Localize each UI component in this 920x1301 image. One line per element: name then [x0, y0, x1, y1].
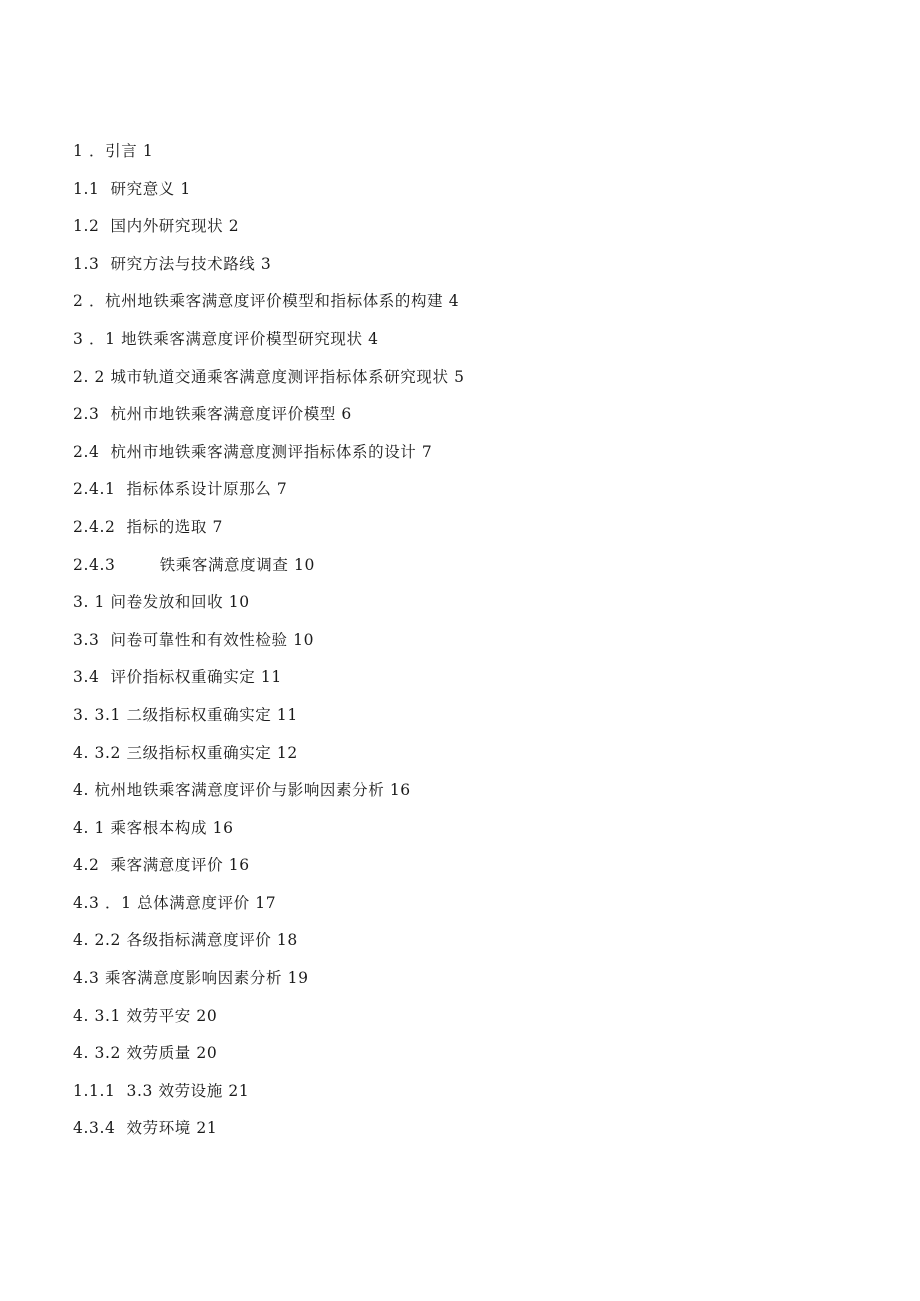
- toc-entry[interactable]: 3.3 问卷可靠性和有效性检验 10: [73, 630, 315, 649]
- toc-entry[interactable]: 2.4.2 指标的选取 7: [73, 517, 223, 536]
- table-of-contents: [73, 140, 465, 1155]
- toc-entry[interactable]: 4. 2.2 各级指标满意度评价 18: [73, 931, 298, 950]
- toc-entry[interactable]: 1.2 国内外研究现状 2: [73, 217, 240, 236]
- toc-entry[interactable]: 4.2 乘客满意度评价 16: [73, 856, 250, 875]
- toc-entry[interactable]: 3.4 评价指标权重确实定 11: [73, 668, 282, 687]
- toc-entry[interactable]: 2.4.3 铁乘客满意度调查 10: [73, 555, 315, 574]
- toc-entry[interactable]: 1 ．引言 1: [73, 142, 154, 160]
- toc-entry[interactable]: 4.3 ．1 总体满意度评价 17: [73, 893, 277, 912]
- toc-entry[interactable]: 4. 杭州地铁乘客满意度评价与影响因素分析 16: [73, 781, 411, 800]
- toc-entry[interactable]: 4. 3.2 效劳质量 20: [73, 1044, 218, 1063]
- toc-entry[interactable]: 3. 3.1 二级指标权重确实定 11: [73, 705, 298, 724]
- toc-entry[interactable]: 4.3.4 效劳环境 21: [73, 1119, 218, 1138]
- toc-entry[interactable]: 2.4 杭州市地铁乘客满意度测评指标体系的设计 7: [73, 442, 433, 461]
- toc-entry[interactable]: 3. 1 问卷发放和回收 10: [73, 593, 250, 612]
- toc-entry[interactable]: 4. 1 乘客根本构成 16: [73, 818, 234, 837]
- toc-entry[interactable]: 3 ．1 地铁乘客满意度评价模型研究现状 4: [73, 329, 379, 348]
- toc-entry[interactable]: 4. 3.2 三级指标权重确实定 12: [73, 743, 298, 762]
- toc-entry[interactable]: 2.4.1 指标体系设计原那么 7: [73, 480, 288, 499]
- toc-entry[interactable]: 1.1.1 3.3 效劳设施 21: [73, 1081, 250, 1100]
- toc-entry[interactable]: 1.3 研究方法与技术路线 3: [73, 254, 272, 273]
- toc-entry[interactable]: 2.3 杭州市地铁乘客满意度评价模型 6: [73, 405, 352, 424]
- toc-entry[interactable]: 4.3 乘客满意度影响因素分析 19: [73, 969, 309, 988]
- toc-entry[interactable]: 4. 3.1 效劳平安 20: [73, 1006, 218, 1025]
- toc-entry[interactable]: 1.1 研究意义 1: [73, 179, 191, 198]
- toc-entry[interactable]: 2 ．杭州地铁乘客满意度评价模型和指标体系的构建 4: [73, 292, 460, 311]
- toc-entry[interactable]: 2. 2 城市轨道交通乘客满意度测评指标体系研究现状 5: [73, 367, 465, 386]
